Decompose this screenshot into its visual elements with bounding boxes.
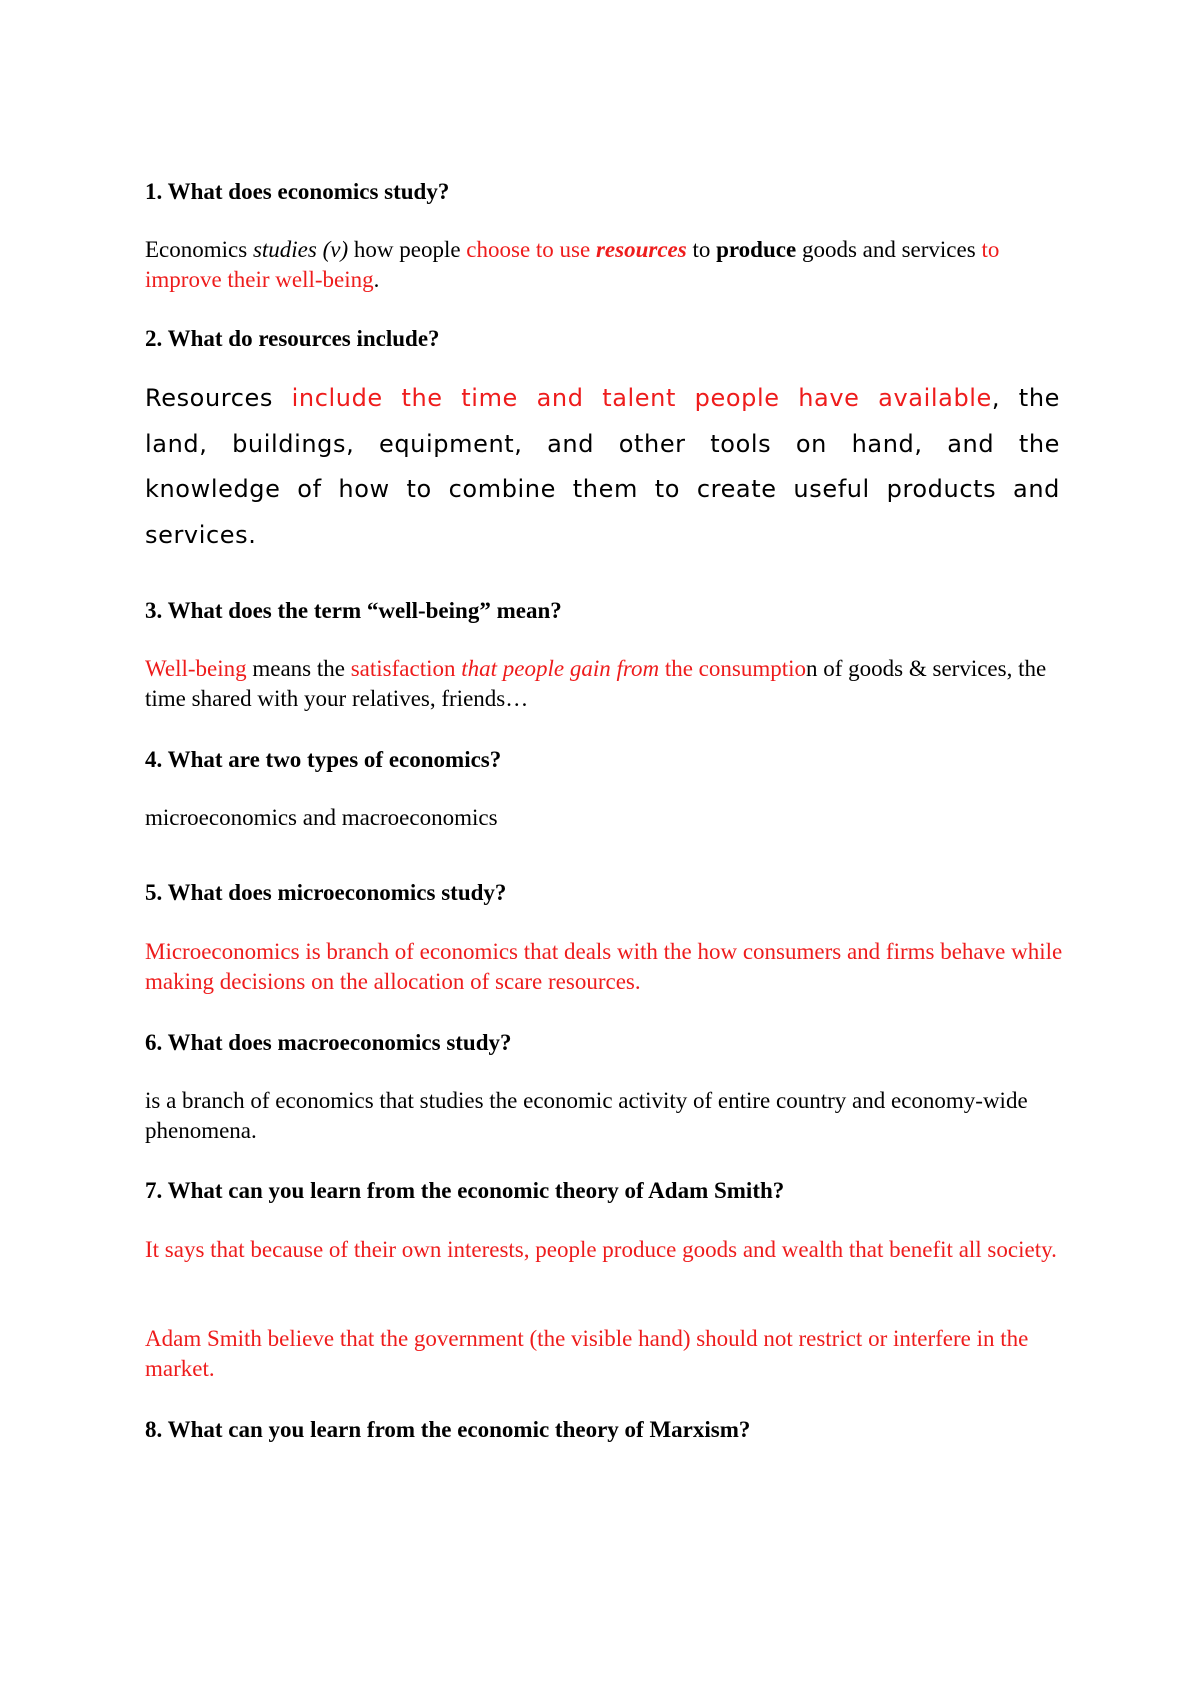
answer-4: microeconomics and macroeconomics [145, 805, 498, 830]
question-5: 5. What does microeconomics study? [145, 880, 507, 905]
question-6: 6. What does macroeconomics study? [145, 1030, 512, 1055]
question-4: 4. What are two types of economics? [145, 747, 502, 772]
answer-2 [145, 376, 1060, 558]
question-3: 3. What does the term “well-being” mean? [145, 598, 562, 623]
answer-3-italic-highlight: that people gain from [455, 656, 660, 681]
answer-3-text: means the [246, 656, 351, 681]
answer-1-italic-term: studies (v) [252, 237, 349, 262]
answer-1-text: goods and services [796, 237, 982, 262]
answer-7-part-1: It says that because of their own interests, people produce goods and wealth that benefit all society. [145, 1237, 1057, 1262]
answer-1-highlight: to improve their well-being [145, 237, 1000, 292]
answer-3 [145, 654, 1065, 714]
answer-7-part-2: Adam Smith believe that the government (the visible hand) should not restrict or interfere in the market. [145, 1326, 1029, 1381]
answer-3-highlight: satisfaction [350, 656, 456, 681]
question-2: 2. What do resources include? [145, 326, 440, 351]
answer-1-text: how people [348, 237, 467, 262]
answer-1-highlight: choose to use [466, 237, 596, 262]
answer-1-text: . [373, 267, 380, 292]
answer-2-text: Resources [145, 384, 292, 412]
question-7: 7. What can you learn from the economic theory of Adam Smith? [145, 1178, 785, 1203]
answer-2-highlight: include the time and talent people have available [291, 384, 992, 412]
question-8: 8. What can you learn from the economic theory of Marxism? [145, 1417, 751, 1442]
question-1: 1. What does economics study? [145, 179, 450, 204]
answer-1-keyword-resources: resources [595, 237, 687, 262]
answer-3-text: n of goods & services, the time shared with your relatives, friends… [145, 656, 1047, 711]
answer-1 [145, 235, 1065, 295]
answer-3-highlight: the consumptio [659, 656, 806, 681]
answer-1-keyword-produce: produce [716, 237, 797, 262]
answer-5: Microeconomics is branch of economics that deals with the how consumers and firms behave while making decisions on the allocation of scare resources. [145, 939, 1063, 994]
answer-1-text: Economics [145, 237, 253, 262]
answer-6: is a branch of economics that studies the economic activity of entire country and economy-wide phenomena. [145, 1088, 1028, 1143]
answer-3-highlight: Well-being [145, 656, 247, 681]
answer-1-text: to [686, 237, 717, 262]
answer-2-text: , the land, buildings, equipment, and other tools on hand, and the knowledge of how to combine them to create useful products and services. [145, 384, 1060, 549]
